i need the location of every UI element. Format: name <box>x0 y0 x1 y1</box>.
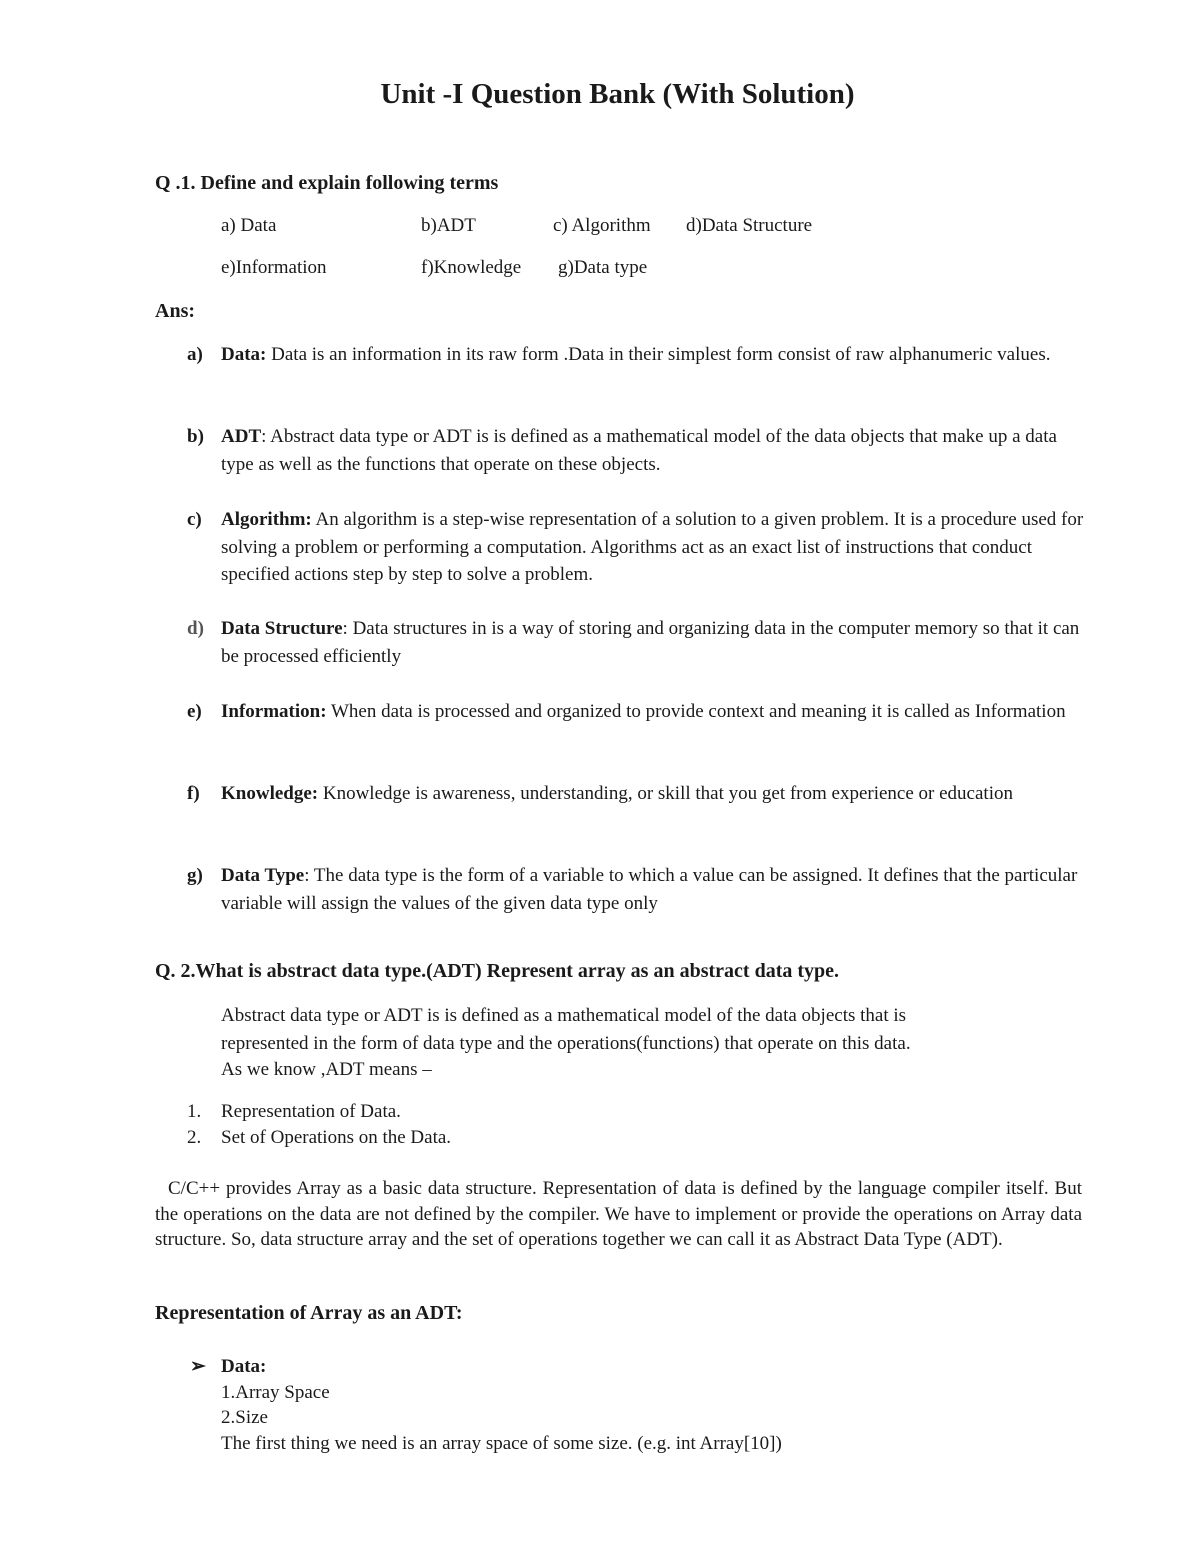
arrow-bullet-icon: ➢ <box>190 1356 206 1377</box>
term-f: f)Knowledge <box>421 257 522 278</box>
bullet-label: Data: <box>221 1356 267 1377</box>
answer-text: When data is processed and organized to provide context and meaning it is called as Information <box>326 701 1066 722</box>
term-e: e)Information <box>221 257 327 278</box>
answer-term: Algorithm: <box>221 509 312 530</box>
answer-marker: d) <box>187 618 204 639</box>
answer-text: : Data structures in is a way of storing and organizing data in the computer memory so that it can be processed efficiently <box>221 618 1080 667</box>
list-item: 2. Set of Operations on the Data. <box>187 1126 452 1148</box>
answer-marker: e) <box>187 701 202 722</box>
answer-a <box>187 341 1087 369</box>
answer-marker: b) <box>187 426 204 447</box>
term-c: c) Algorithm <box>553 215 651 236</box>
answer-term: Information: <box>221 701 327 722</box>
answer-text: Knowledge is awareness, understanding, or skill that you get from experience or education <box>318 783 1013 804</box>
answer-term: Data: <box>221 344 267 365</box>
adt-means-list <box>187 1099 451 1150</box>
answer-f <box>187 780 1087 808</box>
term-a: a) Data <box>221 215 277 236</box>
adt-intro-line: As we know ,ADT means – <box>221 1059 432 1080</box>
answer-label: Ans: <box>155 300 196 322</box>
term-b: b)ADT <box>421 215 476 236</box>
term-g: g)Data type <box>558 257 648 278</box>
answer-e <box>187 698 1087 726</box>
array-adt-subheading: Representation of Array as an ADT: <box>155 1302 463 1324</box>
data-bullet <box>190 1354 782 1456</box>
answer-term: Data Structure <box>221 618 343 639</box>
answer-marker: a) <box>187 344 203 365</box>
array-adt-paragraph: C/C++ provides Array as a basic data structure. Representation of data is defined by the language compiler itself. But the operations on the data are not defined by the compiler. We have to implement or provide the operations on Array data structure. So, data structure array and the set of operations together we can call it as Abstract Data Type (ADT). <box>155 1178 1082 1250</box>
answer-d <box>187 615 1087 670</box>
bullet-line: 1.Array Space <box>221 1381 330 1403</box>
adt-intro <box>221 1002 1101 1082</box>
bullet-line: The first thing we need is an array space of some size. (e.g. int Array[10]) <box>221 1432 782 1454</box>
answer-marker: c) <box>187 509 202 530</box>
answer-text: An algorithm is a step-wise representation of a solution to a given problem. It is a procedure used for solving a problem or performing a computation. Algorithms act as an exact list of instructions that conduct specified actions step by step to solve a problem. <box>221 509 1084 585</box>
bullet-line: 2.Size <box>221 1407 268 1428</box>
question-1-heading: Q .1. Define and explain following terms <box>155 172 499 194</box>
page-title: Unit -I Question Bank (With Solution) <box>380 78 855 110</box>
answer-text: : Abstract data type or ADT is is defined as a mathematical model of the data objects that make up a data type as well as the functions that operate on these objects. <box>221 426 1057 475</box>
answer-g <box>187 862 1087 917</box>
answer-text: Data is an information in its raw form .Data in their simplest form consist of raw alphanumeric values. <box>266 344 1051 365</box>
question-2-heading: Q. 2.What is abstract data type.(ADT) Represent array as an abstract data type. <box>155 960 840 982</box>
answer-c <box>187 506 1087 589</box>
term-d: d)Data Structure <box>686 215 813 236</box>
answer-term: ADT <box>221 426 262 447</box>
list-item: 1. Representation of Data. <box>187 1101 401 1122</box>
answer-term: Knowledge: <box>221 783 319 804</box>
answer-marker: f) <box>187 783 200 804</box>
adt-intro-line: represented in the form of data type and the operations(functions) that operate on this data. <box>221 1032 911 1054</box>
answer-b <box>187 423 1087 478</box>
answer-text: : The data type is the form of a variable to which a value can be assigned. It defines that the particular variable will assign the values of the given data type only <box>221 865 1078 914</box>
answer-term: Data Type <box>221 865 305 886</box>
answer-marker: g) <box>187 865 203 886</box>
adt-intro-line: Abstract data type or ADT is is defined as a mathematical model of the data objects that is <box>221 1005 907 1026</box>
